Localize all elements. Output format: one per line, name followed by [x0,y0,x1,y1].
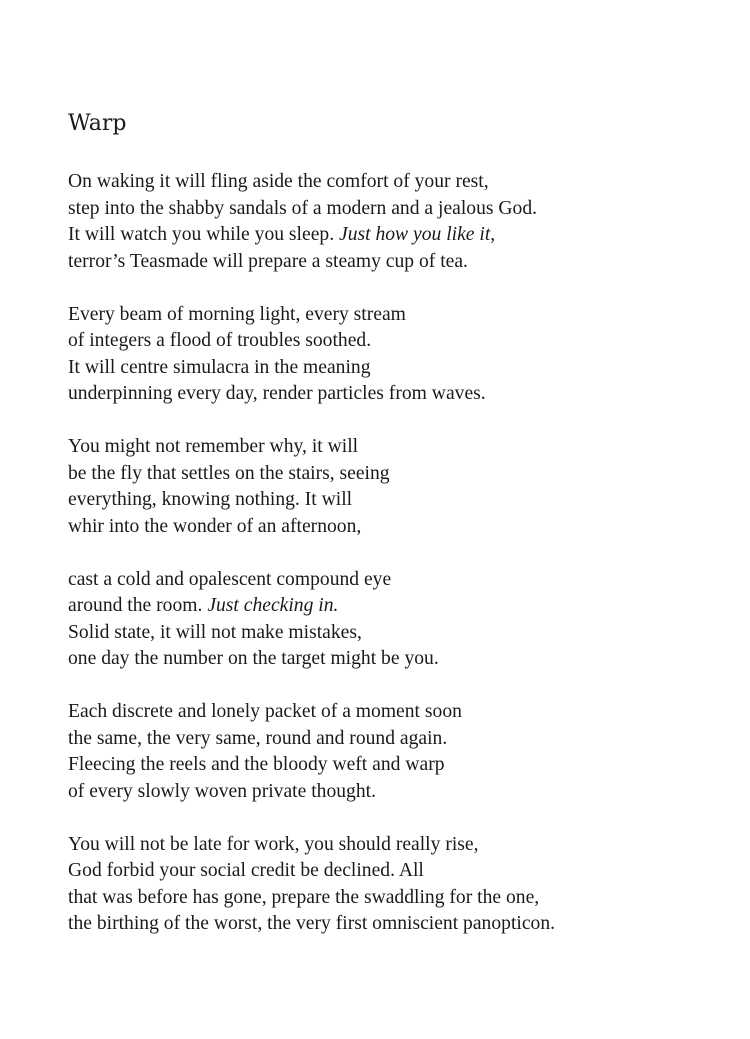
stanza-1 [68,169,728,275]
poem-line: You might not remember why, it will [68,436,359,457]
italic-phrase: Just how you like it, [339,224,496,245]
poem-line: everything, knowing nothing. It will [68,489,353,510]
poem-line: terror’s Teasmade will prepare a steamy cup of tea. [68,250,468,272]
stanza-4 [68,567,728,673]
poem-line [68,593,728,620]
poem-line [68,222,728,249]
poem-line: the same, the very same, round and round again. [68,727,448,749]
poem-body [68,169,728,964]
poem-line: underpinning every day, render particles from waves. [68,383,486,404]
poem-line: You will not be late for work, you should really rise, [68,833,479,855]
line-text: It will watch you while you sleep. [68,224,339,245]
poem-line: It will centre simulacra in the meaning [68,356,371,378]
line-text: around the room. [68,595,208,616]
poem-line: cast a cold and opalescent compound eye [68,568,392,590]
stanza-3 [68,434,728,540]
poem-line: Every beam of morning light, every stream [68,303,406,325]
poem-line: the birthing of the worst, the very first omniscient panopticon. [68,913,556,934]
stanza-2 [68,302,728,408]
poem-line: that was before has gone, prepare the swaddling for the one, [68,886,540,908]
poem-line: step into the shabby sandals of a modern and a jealous God. [68,197,538,219]
poem-title: Warp [68,111,127,136]
poem-line: one day the number on the target might be you. [68,648,439,669]
poem-line: whir into the wonder of an afternoon, [68,515,362,537]
stanza-5 [68,699,728,805]
poem-line: Fleecing the reels and the bloody weft and warp [68,754,445,775]
poem-line: be the fly that settles on the stairs, seeing [68,462,390,484]
poem-line: Solid state, it will not make mistakes, [68,621,362,643]
poem-line: of every slowly woven private thought. [68,780,376,802]
poem-line: of integers a flood of troubles soothed. [68,330,372,351]
poem-line: God forbid your social credit be declined. All [68,860,424,881]
italic-phrase: Just checking in. [207,595,339,616]
poem-line: On waking it will fling aside the comfort of your rest, [68,171,489,192]
poem-line: Each discrete and lonely packet of a moment soon [68,701,462,722]
stanza-6 [68,832,728,938]
